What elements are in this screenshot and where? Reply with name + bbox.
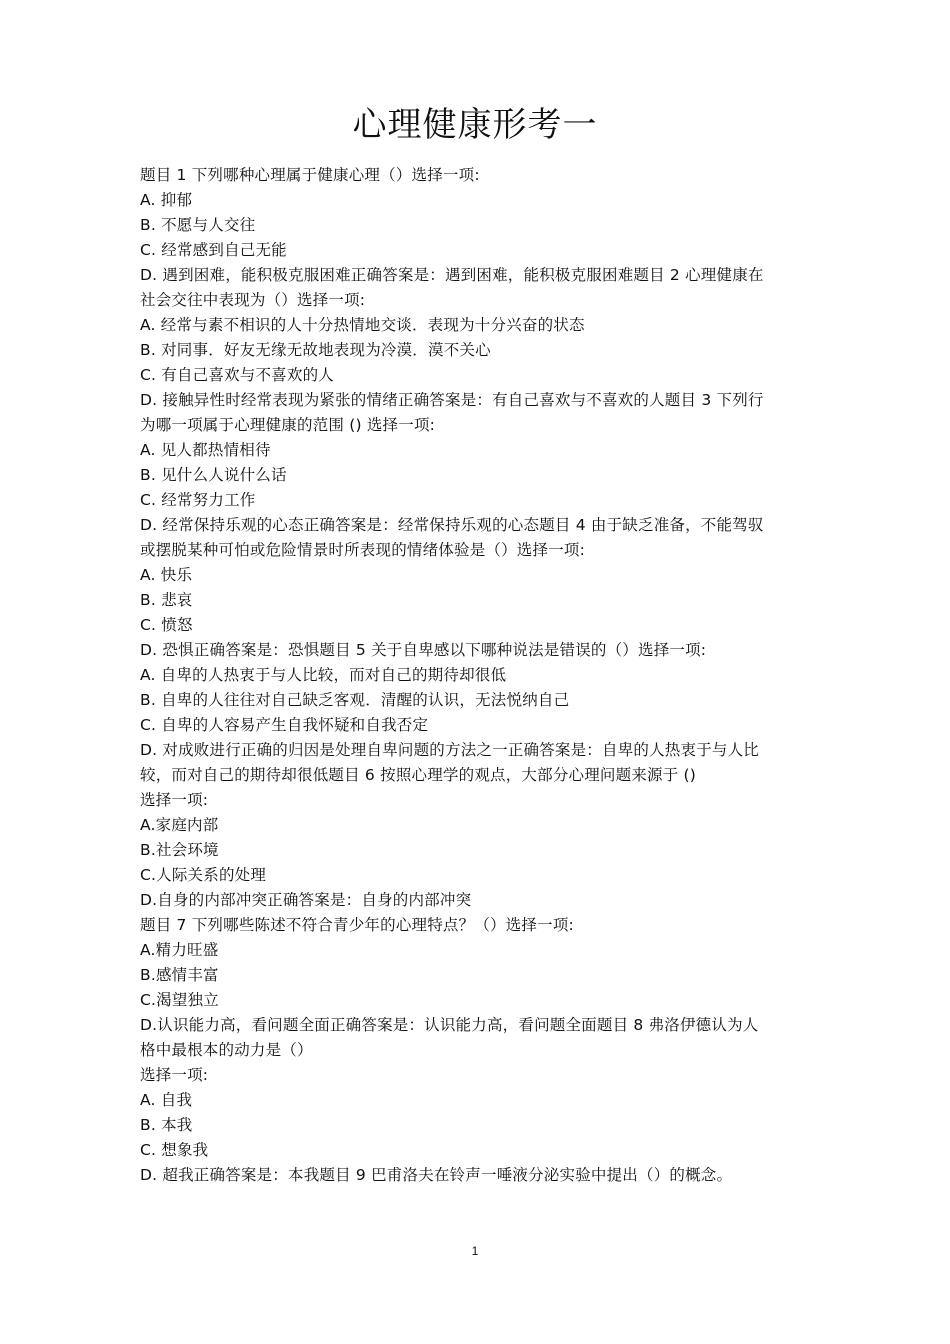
text-line: A. 自我	[140, 1091, 193, 1109]
text-line: 社会交往中表现为（）选择一项:	[140, 291, 366, 309]
text-line: C. 经常感到自己无能	[140, 241, 287, 259]
text-line: D. 接触异性时经常表现为紧张的情绪正确答案是：有自己喜欢与不喜欢的人题目 3 下列行	[140, 391, 764, 409]
text-line: 选择一项:	[140, 1066, 209, 1084]
text-line: A. 抑郁	[140, 191, 193, 209]
text-line: C. 有自己喜欢与不喜欢的人	[140, 366, 334, 384]
text-line: A.精力旺盛	[140, 941, 219, 959]
text-line: 题目 7 下列哪些陈述不符合青少年的心理特点？（）选择一项:	[140, 916, 574, 934]
text-line: D.自身的内部冲突正确答案是：自身的内部冲突	[140, 891, 472, 909]
text-line: C. 自卑的人容易产生自我怀疑和自我否定	[140, 716, 429, 734]
text-line: D. 遇到困难，能积极克服困难正确答案是：遇到困难，能积极克服困难题目 2 心理健康在	[140, 266, 764, 284]
page-title: 心理健康形考一	[352, 105, 598, 145]
text-line: B.社会环境	[140, 841, 219, 859]
text-line: 为哪一项属于心理健康的范围 () 选择一项:	[140, 416, 436, 434]
text-line: C.渴望独立	[140, 991, 219, 1009]
text-line: C.人际关系的处理	[140, 866, 267, 884]
text-line: 格中最根本的动力是（）	[140, 1041, 313, 1059]
text-line: D. 恐惧正确答案是：恐惧题目 5 关于自卑感以下哪种说法是错误的（）选择一项:	[140, 641, 707, 659]
page-number: 1	[471, 1244, 479, 1258]
text-line: D.认识能力高，看问题全面正确答案是：认识能力高，看问题全面题目 8 弗洛伊德认为人	[140, 1016, 759, 1034]
text-line: A. 快乐	[140, 566, 193, 584]
text-line: B. 悲哀	[140, 591, 193, 609]
text-line: 或摆脱某种可怕或危险情景时所表现的情绪体验是（）选择一项:	[140, 541, 586, 559]
text-line: B. 见什么人说什么话	[140, 466, 287, 484]
text-line: 题目 1 下列哪种心理属于健康心理（）选择一项:	[140, 166, 480, 184]
text-line: B. 本我	[140, 1116, 193, 1134]
text-line: B. 不愿与人交往	[140, 216, 256, 234]
text-line: C. 经常努力工作	[140, 491, 256, 509]
text-line: B.感情丰富	[140, 966, 219, 984]
text-line: B. 自卑的人往往对自己缺乏客观．清醒的认识，无法悦纳自己	[140, 691, 570, 709]
text-line: A. 经常与素不相识的人十分热情地交谈．表现为十分兴奋的状态	[140, 316, 585, 334]
question-list	[140, 163, 816, 1188]
text-line: A.家庭内部	[140, 816, 219, 834]
text-line: A. 见人都热情相待	[140, 441, 271, 459]
text-line: C. 想象我	[140, 1141, 209, 1159]
text-line: 较，而对自己的期待却很低题目 6 按照心理学的观点，大部分心理问题来源于 ()	[140, 766, 697, 784]
text-line: 选择一项:	[140, 791, 209, 809]
text-line: C. 愤怒	[140, 616, 193, 634]
text-line: D. 对成败进行正确的归因是处理自卑问题的方法之一正确答案是：自卑的人热衷于与人比	[140, 741, 759, 759]
text-line: D. 超我正确答案是：本我题目 9 巴甫洛夫在铃声一唾液分泌实验中提出（）的概念。	[140, 1166, 733, 1184]
text-line: B. 对同事．好友无缘无故地表现为冷漠．漠不关心	[140, 341, 491, 359]
text-line: D. 经常保持乐观的心态正确答案是：经常保持乐观的心态题目 4 由于缺乏准备，不能驾驭	[140, 516, 764, 534]
text-line: A. 自卑的人热衷于与人比较，而对自己的期待却很低	[140, 666, 507, 684]
